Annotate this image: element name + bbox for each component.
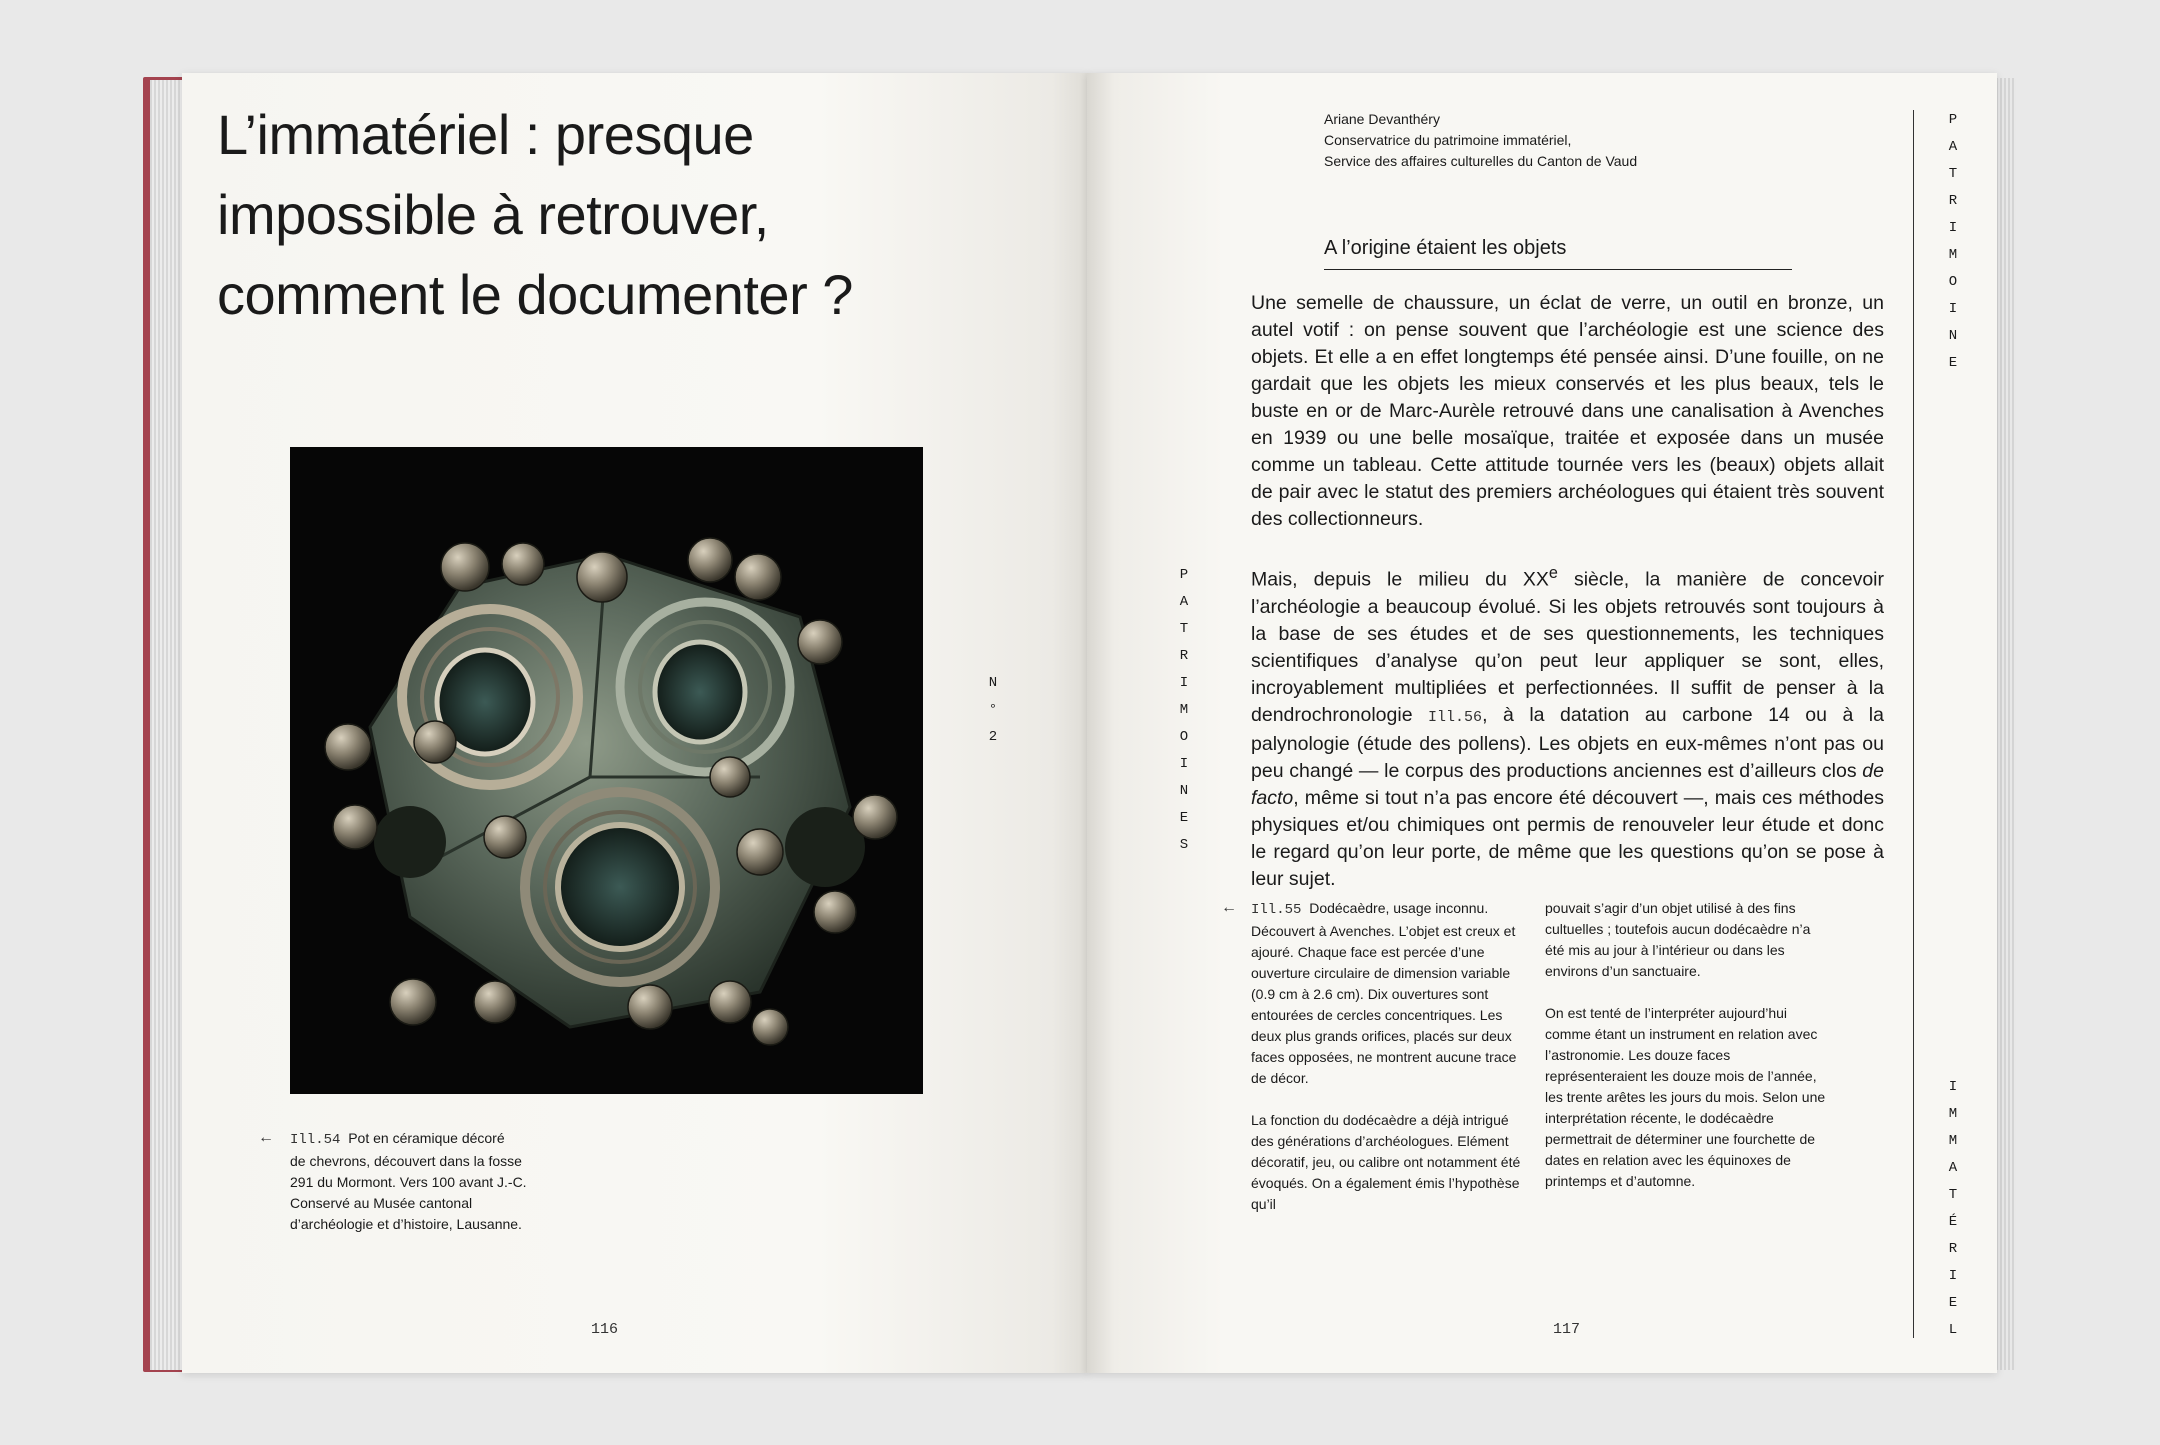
caption-paragraph: On est tenté de l’interpréter aujourd’hui comme étant un instrument en relation avec l’astronomie. Les douze faces représenteraient les douze mois de l’année, les trente arêtes les jours du mois. Selon une interprétation récente, le dodécaèdre permettrait de déterminer une fourchette de dates en relation avec les équinoxes de printemps et d’automne. — [1545, 1005, 1826, 1189]
caption-arrow-icon: ← — [258, 1129, 274, 1146]
italic-phrase: de facto — [1251, 759, 1884, 809]
vertical-letter: P — [1948, 112, 1958, 128]
title-line: L’immatériel : presque — [217, 103, 754, 166]
vertical-letter: L — [1948, 1322, 1958, 1338]
vertical-letter: T — [1179, 621, 1189, 637]
patrimoine-vertical — [1943, 107, 1963, 377]
vertical-letter: R — [1179, 648, 1189, 664]
vertical-letter: A — [1948, 139, 1958, 155]
vertical-letter: O — [1948, 274, 1958, 290]
title-line: impossible à retrouver, — [217, 183, 769, 246]
vertical-letter: I — [1179, 675, 1189, 691]
caption-paragraph: pouvait s’agir d’un objet utilisé à des fins cultuelles ; toutefois aucun dodécaèdre n’a été mis au jour à l’intérieur ou dans les environs d’un sanctuaire. — [1545, 900, 1811, 979]
vertical-letter: I — [1179, 756, 1189, 772]
figure-caption-55-col1 — [1251, 898, 1531, 1236]
vertical-letter: I — [1948, 220, 1958, 236]
page-number-left: 116 — [591, 1321, 619, 1338]
vertical-letter: I — [1948, 1079, 1958, 1095]
vertical-letter: T — [1948, 1187, 1958, 1203]
caption-line: Conservé au Musée cantonal — [290, 1195, 473, 1211]
caption-arrow-icon: ← — [1221, 899, 1237, 916]
illustration-ref: Ill.54 — [290, 1132, 341, 1148]
vertical-letter: É — [1948, 1214, 1958, 1230]
caption-text: Dodécaèdre, usage inconnu. Découvert à Avenches. L’objet est creux et ajouré. Chaque face est percée d’une ouverture circulaire de dimension variable (0.9 cm à 2.6 cm). Dix ouvertures sont entourées de cercles concentriques. Les deux plus grands orifices, placés sur deux faces opposées, ne montrent aucune trace de décor. — [1251, 900, 1517, 1086]
caption-line: 291 du Mormont. Vers 100 avant J.-C. — [290, 1174, 527, 1190]
section-heading: A l’origine étaient les objets — [1324, 237, 1792, 270]
superscript: e — [1548, 564, 1558, 582]
page-number-right: 117 — [1553, 1321, 1581, 1338]
vertical-letter: M — [1948, 1106, 1958, 1122]
illustration-ref: Ill.56 — [1428, 708, 1483, 726]
vertical-letter: R — [1948, 1241, 1958, 1257]
vertical-letter: M — [1179, 702, 1189, 718]
vertical-letter: N — [1948, 328, 1958, 344]
paragraph-text: Mais, depuis le milieu du XX — [1251, 568, 1549, 591]
article-body — [1251, 290, 1884, 920]
vertical-letter: A — [1179, 594, 1189, 610]
vertical-letter: P — [1179, 567, 1189, 583]
vertical-letter: E — [1948, 355, 1958, 371]
author-name: Ariane Devanthéry — [1324, 111, 1440, 127]
vertical-letter: M — [1948, 1133, 1958, 1149]
caption-paragraph — [1251, 898, 1531, 1089]
immateriel-vertical — [1943, 1074, 1963, 1344]
vertical-letter: I — [1948, 1268, 1958, 1284]
paragraph-text: , même si tout n’a pas encore été découvert —, mais ces méthodes physiques et/ou chimiques ont permis de renouveler leur étude et donc le regard qu’on leur porte, de même que les questions qu’on se pose à leur sujet. — [1251, 786, 1884, 890]
vertical-letter: S — [1179, 837, 1189, 853]
issue-number-vertical — [983, 670, 1003, 751]
figure-caption-54 — [290, 1128, 590, 1235]
margin-rule — [1913, 110, 1914, 1338]
paragraph-text: , à la datation au carbone 14 ou à la palynologie (étude des pollens). Les objets en eux-mêmes n’ont pas ou peu changé — le corpus des productions anciennes est d’ailleurs clos — [1251, 703, 1884, 782]
title-line: comment le documenter ? — [217, 263, 853, 326]
caption-line: d’archéologie et d’histoire, Lausanne. — [290, 1216, 522, 1232]
vertical-letter: A — [1948, 1160, 1958, 1176]
vertical-letter: M — [1948, 247, 1958, 263]
author-block — [1324, 109, 1637, 172]
patrimoines-vertical — [1174, 562, 1194, 859]
vertical-letter: E — [1948, 1295, 1958, 1311]
issue-letter: ° — [988, 702, 998, 718]
vertical-letter: I — [1948, 301, 1958, 317]
caption-line: Pot en céramique décoré — [348, 1130, 505, 1146]
figure-caption-55-col2 — [1545, 898, 1830, 1213]
author-role: Conservatrice du patrimoine immatériel, — [1324, 132, 1572, 148]
paragraph: Une semelle de chaussure, un éclat de verre, un outil en bronze, un autel votif : on pense souvent que l’archéologie est une science des objets. Et elle a en effet longtemps été pensée ainsi. D’une fouille, on ne gardait que les objets les mieux conservés et les plus beaux, tels le buste en or de Marc-Aurèle retrouvé dans une canalisation à Avenches en 1939 ou une belle mosaïque, traitée et exposée dans un musée comme un tableau. Cette attitude tournée vers les (beaux) objets allait de pair avec le statut des premiers archéologues qui étaient très souvent des collectionneurs. — [1251, 292, 1884, 530]
author-service: Service des affaires culturelles du Canton de Vaud — [1324, 153, 1638, 169]
dodecahedron-photo — [290, 447, 923, 1094]
vertical-letter: T — [1948, 166, 1958, 182]
vertical-letter: O — [1179, 729, 1189, 745]
paragraph — [1251, 560, 1884, 893]
caption-paragraph: La fonction du dodécaèdre a déjà intrigué des générations d’archéologues. Elément décoratif, jeu, ou calibre ont notamment été évoqués. On a également émis l’hypothèse qu’il — [1251, 1112, 1521, 1212]
issue-letter: 2 — [988, 729, 998, 745]
vertical-letter: R — [1948, 193, 1958, 209]
vertical-letter: E — [1179, 810, 1189, 826]
issue-letter: N — [988, 675, 998, 691]
dodecahedron-illustration — [290, 447, 923, 1094]
illustration-ref: Ill.55 — [1251, 902, 1302, 918]
caption-line: de chevrons, découvert dans la fosse — [290, 1153, 522, 1169]
chapter-title — [217, 95, 1037, 335]
paragraph-text: siècle, la manière de concevoir l’archéologie a beaucoup évolué. Si les objets retrouvés sont toujours à la base de ses études et de ses questionnements, les techniques scientifiques d’analyse qu’on peut leur appliquer se sont, elles, incroyablement multipliées et perfectionnées. Il suffit de penser à la dendrochronologie — [1251, 568, 1885, 726]
vertical-letter: N — [1179, 783, 1189, 799]
